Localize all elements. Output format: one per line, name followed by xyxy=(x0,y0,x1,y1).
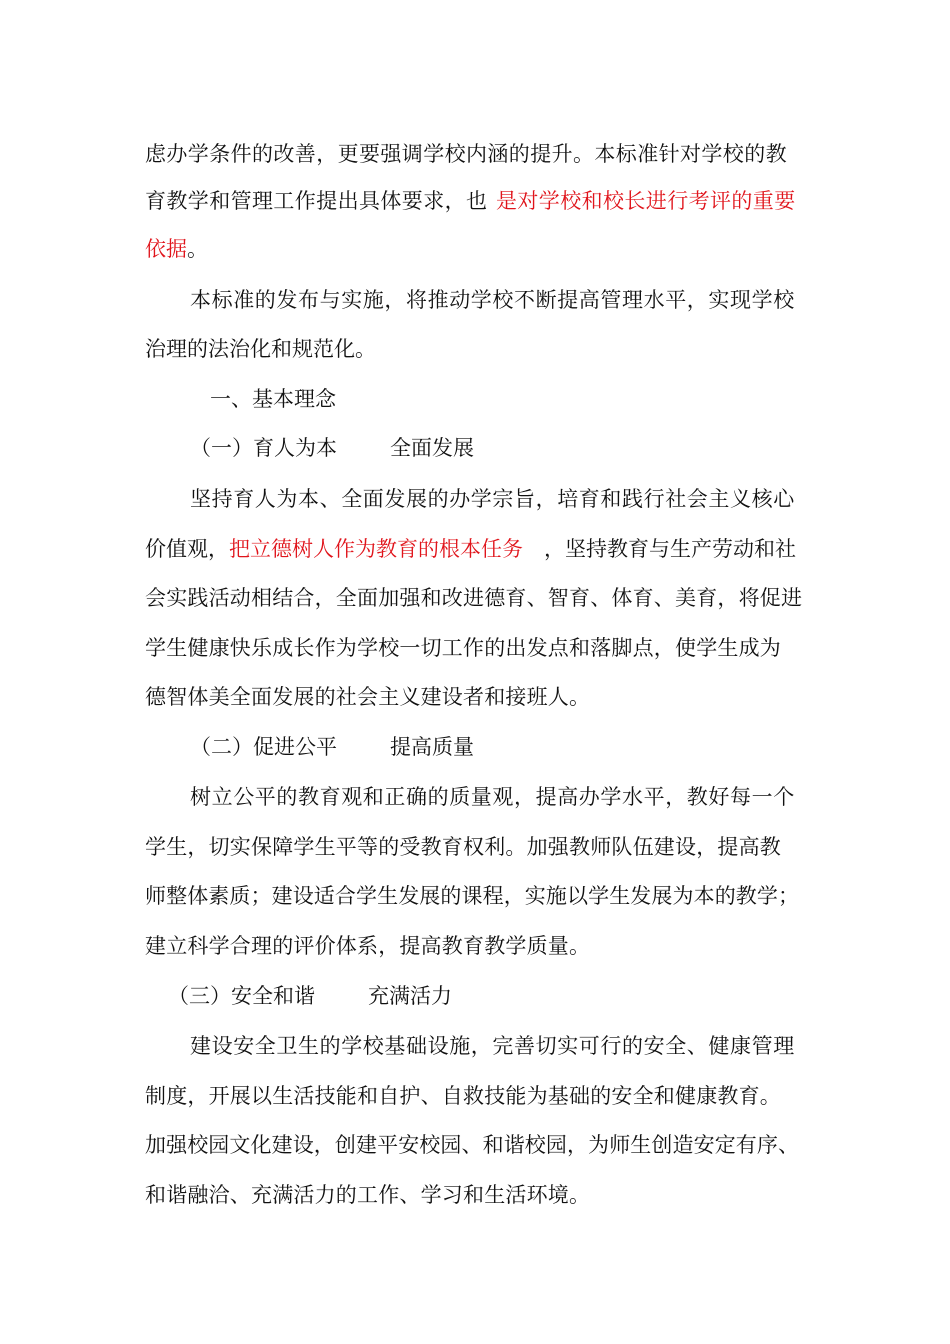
subsection-1-line-4 xyxy=(0,630,950,666)
subsection-2-line-1 xyxy=(0,779,950,815)
highlighted-text: 是对学校和校长进行考评的重要 xyxy=(496,189,796,213)
subsection-1-line-5 xyxy=(0,679,950,715)
text-segment: 学生，切实保障学生平等的受教育权利。加强教师队伍建设，提高教 xyxy=(145,835,781,859)
text-segment: 制度，开展以生活技能和自护、自救技能为基础的安全和健康教育。 xyxy=(145,1084,781,1108)
text-segment: 加强校园文化建设，创建平安校园、和谐校园，为师生创造安定有序、 xyxy=(145,1133,800,1157)
text-segment: 师整体素质；建设适合学生发展的课程，实施以学生发展为本的教学； xyxy=(145,884,800,908)
text-segment: 治理的法治化和规范化。 xyxy=(145,337,376,361)
text-segment: 。 xyxy=(187,237,208,261)
subsection-2-heading xyxy=(0,729,950,765)
subsection-3-line-4 xyxy=(0,1177,950,1213)
text-segment: 育教学和管理工作提出具体要求，也 xyxy=(145,189,488,213)
highlighted-text: 依据 xyxy=(145,237,187,261)
subsection-3-line-2 xyxy=(0,1078,950,1114)
subsection-3-heading xyxy=(0,978,950,1014)
subsection-1-line-1 xyxy=(0,481,950,517)
subsection-2-line-4 xyxy=(0,928,950,964)
text-segment: 学生健康快乐成长作为学校一切工作的出发点和落脚点，使学生成为 xyxy=(145,636,781,660)
subsection-heading-part-b: 提高质量 xyxy=(390,735,474,759)
text-segment: 和谐融洽、充满活力的工作、学习和生活环境。 xyxy=(145,1183,591,1207)
paragraph-2-line-1 xyxy=(0,282,950,318)
subsection-2-line-2 xyxy=(0,829,950,865)
text-segment: 建设安全卫生的学校基础设施，完善切实可行的安全、健康管理 xyxy=(190,1034,795,1058)
paragraph-2-line-2 xyxy=(0,331,950,367)
section-heading xyxy=(0,381,950,417)
paragraph-1-line-2 xyxy=(0,183,950,219)
subsection-heading-part-b: 充满活力 xyxy=(368,984,452,1008)
text-segment: 价值观， xyxy=(145,537,229,561)
text-segment: 虑办学条件的改善，更要强调学校内涵的提升。本标准针对学校的教 xyxy=(145,142,787,166)
paragraph-1-line-3 xyxy=(0,231,950,267)
text-segment: 德智体美全面发展的社会主义建设者和接班人。 xyxy=(145,685,591,709)
text-segment: 树立公平的教育观和正确的质量观，提高办学水平，教好每一个 xyxy=(190,785,795,809)
subsection-heading-part-b: 全面发展 xyxy=(390,436,474,460)
text-segment: ，坚持教育与生产劳动和社 xyxy=(544,537,796,561)
subsection-heading-part-a: （三）安全和谐 xyxy=(168,984,315,1008)
section-1-heading: 一、基本理念 xyxy=(210,387,336,411)
text-segment: 本标准的发布与实施，将推动学校不断提高管理水平，实现学校 xyxy=(190,288,795,312)
highlighted-text: 把立德树人作为教育的根本任务 xyxy=(229,537,523,561)
subsection-heading-part-a: （二）促进公平 xyxy=(190,735,337,759)
subsection-3-line-1 xyxy=(0,1028,950,1064)
subsection-1-heading xyxy=(0,430,950,466)
subsection-2-line-3 xyxy=(0,878,950,914)
subsection-3-line-3 xyxy=(0,1127,950,1163)
subsection-1-line-3 xyxy=(0,580,950,616)
text-segment: 坚持育人为本、全面发展的办学宗旨，培育和践行社会主义核心 xyxy=(190,487,795,511)
subsection-heading-part-a: （一）育人为本 xyxy=(190,436,337,460)
paragraph-1-line-1 xyxy=(0,136,950,172)
text-segment: 会实践活动相结合，全面加强和改进德育、智育、体育、美育，将促进 xyxy=(145,586,803,610)
text-segment: 建立科学合理的评价体系，提高教育教学质量。 xyxy=(145,934,591,958)
subsection-1-line-2 xyxy=(0,531,950,567)
